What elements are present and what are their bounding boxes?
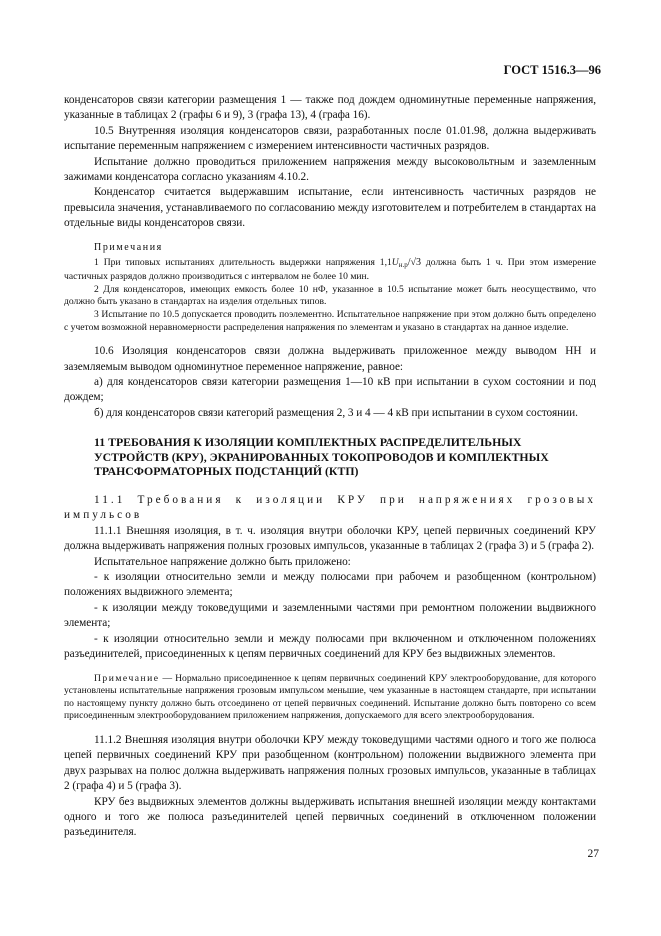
note-1-text-start: 1 При типовых испытаниях длительность выдержки напряжения 1,1 (94, 256, 392, 268)
formula-symbol: U (391, 256, 399, 268)
list-item-1: - к изоляции относительно земли и между полюсами при рабочем и разобщенном (контрольном) положениях выдвижного элемента; (64, 571, 596, 599)
formula-root: /√3 (407, 256, 421, 268)
note-1-text-end: должна быть 1 ч. При этом измерение частичных разрядов должно производиться с интервалом не более 10 мин. (64, 256, 596, 283)
paragraph-10-5: 10.5 Внутренняя изоляция конденсаторов связи, разработанных после 01.01.98, должна выдерживать испытание переменным напряжением с измерением интенсивности частичных разрядов. (64, 124, 596, 153)
note-1 (64, 257, 596, 284)
subsection-11-1-heading: 11.1 Требования к изоляции КРУ при напряжениях грозовых импульсов (64, 494, 596, 522)
list-item-b: б) для конденсаторов связи категорий размещения 2, 3 и 4 — 4 кВ при испытании в сухом состоянии. (94, 406, 578, 419)
list-item-2: - к изоляции между токоведущими и заземленными частями при ремонтном положении выдвижного элемента; (64, 601, 596, 630)
formula-subscript: н.р (398, 260, 408, 269)
list-item-a: а) для конденсаторов связи категории размещения 1—10 кВ при испытании в сухом состоянии и под дождем; (64, 376, 596, 404)
paragraph-voltage-applied: Испытательное напряжение должно быть приложено: (94, 555, 351, 568)
paragraph-pass-criteria: Конденсатор считается выдержавшим испытание, если интенсивность частичных разрядов не превысила значения, устанавливаемого по согласованию между изготовителем и потребителем в стандартах на отдельные виды конденсаторов связи. (64, 186, 596, 230)
paragraph-test-method: Испытание должно проводиться приложением напряжения между высоковольтным и заземленным зажимами конденсатора согласно указаниям 4.10.2. (64, 155, 596, 184)
paragraph-continuation: конденсаторов связи категории размещения 1 — также под дождем одноминутные переменные напряжения, указанные в таблицах 2 (графы 6 и 9), 3 (графа 13), 4 (графа 16). (64, 94, 596, 122)
notes-heading: Примечания (94, 241, 163, 253)
paragraph-no-draw-out: КРУ без выдвижных элементов должны выдерживать испытания внешней изоляции между контактами одного и того же полюса разъединителей цепей первичных соединений в отключенном положении разъединителя. (64, 795, 596, 839)
paragraph-10-6: 10.6 Изоляция конденсаторов связи должна выдерживать приложенное между выводом НН и заземляемым выводом одноминутное переменное напряжение, равное: (64, 345, 596, 373)
list-item-3: - к изоляции относительно земли и между полюсами при включенном и отключенном положениях разъединителей, присоединенных к цепям первичных соединений для КРУ без выдвижных элементов. (64, 632, 596, 661)
section-11-title: 11 ТРЕБОВАНИЯ К ИЗОЛЯЦИИ КОМПЛЕКТНЫХ РАСПРЕДЕЛИТЕЛЬНЫХ УСТРОЙСТВ (КРУ), ЭКРАНИРОВАННЫХ ТОКОПРОВОДОВ И КОМПЛЕКТНЫХ ТРАНСФОРМАТОРНЫХ ПОДСТАНЦИЙ (КТП) (94, 435, 549, 479)
page-content (64, 93, 596, 841)
note-label: Примечание (94, 672, 160, 684)
section-note (64, 673, 596, 723)
note-text: — Нормально присоединенное к цепям первичных соединений КРУ электрооборудование, для которого установлены испытательные напряжения грозовым импульсом меньшие, чем указанные в настоящем стандарте, при испытании по настоящему пункту должно быть отсоединено от цепей первичных соединений. Испытание должно быть повторено со всем присоединенным электрооборудованием приложением напряжения, допускаемого для всего электрооборудования. (64, 672, 596, 722)
page-number: 27 (587, 848, 599, 860)
standard-header: ГОСТ 1516.3—96 (503, 63, 601, 77)
paragraph-11-1-2: 11.1.2 Внешняя изоляция внутри оболочки КРУ между токоведущими частями одного и того же полюса цепей первичных соединений КРУ при разобщенном (контрольном) положении выдвижного элемента при двух разрывах на полюс должна выдерживать напряжения полных грозовых импульсов, указанные в таблицах 2 (графа 4) и 5 (графа 3). (64, 733, 596, 793)
note-3: 3 Испытание по 10.5 допускается проводить поэлементно. Испытательное напряжение при этом должно быть определено с учетом возможной неравномерности распределения напряжения по элементам и указано в стандартах на данное изделие. (64, 309, 596, 333)
note-2: 2 Для конденсаторов, имеющих емкость более 10 нФ, указанное в 10.5 испытание может быть неосуществимо, что должно быть указано в стандартах на изделия отдельных типов. (64, 283, 596, 308)
voltage-formula (392, 257, 421, 268)
paragraph-11-1-1: 11.1.1 Внешняя изоляция, в т. ч. изоляция внутри оболочки КРУ, цепей первичных соединений КРУ должна выдерживать напряжения полных грозовых импульсов, указанные в таблицах 2 (графа 3) и 5 (графа 2). (64, 524, 596, 553)
